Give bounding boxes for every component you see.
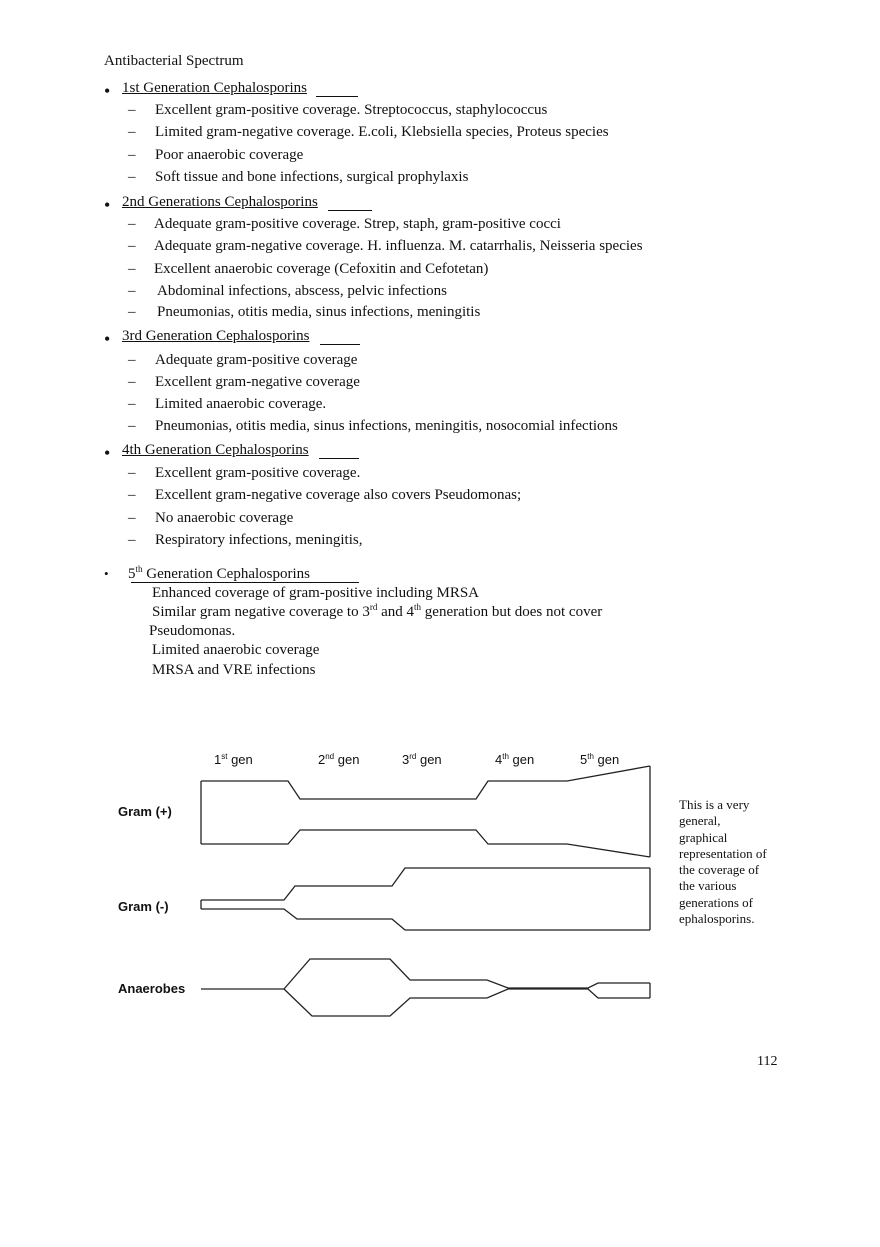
diagram-note: This is a very general, graphical representation of the coverage of the various generations of ephalosporins. xyxy=(679,797,767,927)
dash-marker: – xyxy=(128,487,136,503)
gen-label-3: 3rd gen xyxy=(402,752,442,767)
dash-marker: – xyxy=(128,216,136,232)
dash-marker: – xyxy=(128,147,136,163)
list-item: Abdominal infections, abscess, pelvic infections xyxy=(157,283,447,299)
dash-marker: – xyxy=(128,102,136,118)
bullet-dot: • xyxy=(104,195,111,215)
list-item: Limited anaerobic coverage. xyxy=(155,396,327,412)
page-title: Antibacterial Spectrum xyxy=(104,53,244,69)
dash-marker: – xyxy=(128,352,136,368)
list-item: Similar gram negative coverage to 3rd and 4th generation but does not cover xyxy=(152,602,603,620)
gen-label-4: 4th gen xyxy=(495,752,535,767)
section-heading-2: 2nd Generations Cephalosporins xyxy=(122,194,318,210)
list-item: Adequate gram-positive coverage xyxy=(155,352,358,368)
dash-marker: – xyxy=(128,283,136,299)
list-item: Limited anaerobic coverage xyxy=(152,642,320,658)
list-item: Pneumonias, otitis media, sinus infections, meningitis, nosocomial infections xyxy=(155,418,618,434)
list-item: Excellent gram-positive coverage. Streptococcus, staphylococcus xyxy=(155,102,548,118)
section-heading-5: 5th Generation Cephalosporins xyxy=(128,564,310,582)
list-item: Limited gram-negative coverage. E.coli, Klebsiella species, Proteus species xyxy=(155,124,609,140)
anaerobes-bottom xyxy=(284,989,650,1016)
page-number: 112 xyxy=(757,1054,778,1069)
list-item: Excellent gram-negative coverage xyxy=(155,374,360,390)
dash-marker: – xyxy=(128,510,136,526)
list-item: MRSA and VRE infections xyxy=(152,662,316,678)
gen-label-1: 1st gen xyxy=(214,752,253,767)
list-item: Poor anaerobic coverage xyxy=(155,147,304,163)
gen-label-2: 2nd gen xyxy=(318,752,360,767)
list-item: Adequate gram-positive coverage. Strep, staph, gram-positive cocci xyxy=(154,216,561,232)
list-item: Adequate gram-negative coverage. H. influenza. M. catarrhalis, Neisseria species xyxy=(154,238,643,254)
heading-underline xyxy=(328,210,372,211)
bullet-dot: • xyxy=(104,329,111,349)
list-item: Enhanced coverage of gram-positive including MRSA xyxy=(152,585,479,601)
gram-positive-bottom xyxy=(201,830,650,857)
list-item: Excellent gram-negative coverage also covers Pseudomonas; xyxy=(155,487,522,503)
row-label-anaerobes: Anaerobes xyxy=(118,981,186,996)
dash-marker: – xyxy=(128,465,136,481)
heading-underline xyxy=(319,458,359,459)
list-item: Excellent anaerobic coverage (Cefoxitin and Cefotetan) xyxy=(154,261,489,277)
section-heading-1: 1st Generation Cephalosporins xyxy=(122,80,307,96)
section-heading-3: 3rd Generation Cephalosporins xyxy=(122,328,310,344)
gen-label-5: 5th gen xyxy=(580,752,620,767)
list-item: Excellent gram-positive coverage. xyxy=(155,465,361,481)
gram-negative-bottom xyxy=(201,909,650,930)
list-item: Soft tissue and bone infections, surgical prophylaxis xyxy=(155,169,469,185)
row-label-gram-positive: Gram (+) xyxy=(118,804,172,819)
list-item: Respiratory infections, meningitis, xyxy=(155,532,363,548)
heading-underline xyxy=(316,96,358,97)
dash-marker: – xyxy=(128,396,136,412)
gram-positive-top xyxy=(201,766,650,799)
dash-marker: – xyxy=(128,238,136,254)
heading-underline xyxy=(131,582,359,583)
list-item: Pneumonias, otitis media, sinus infections, meningitis xyxy=(157,304,481,320)
section-heading-4: 4th Generation Cephalosporins xyxy=(122,442,309,458)
dash-marker: – xyxy=(128,532,136,548)
heading-underline xyxy=(320,344,360,345)
dash-marker: – xyxy=(128,261,136,277)
anaerobes-top xyxy=(201,959,650,989)
dash-marker: – xyxy=(128,124,136,140)
row-label-gram-negative: Gram (-) xyxy=(118,899,169,914)
list-item: No anaerobic coverage xyxy=(155,510,294,526)
dash-marker: – xyxy=(128,304,136,320)
dash-marker: – xyxy=(128,374,136,390)
bullet-dot: • xyxy=(104,443,111,463)
gram-negative-top xyxy=(201,868,650,900)
bullet-dot: • xyxy=(104,81,111,101)
bullet-dot: • xyxy=(104,566,109,581)
dash-marker: – xyxy=(128,418,136,434)
dash-marker: – xyxy=(128,169,136,185)
list-item-continuation: Pseudomonas. xyxy=(149,623,236,639)
